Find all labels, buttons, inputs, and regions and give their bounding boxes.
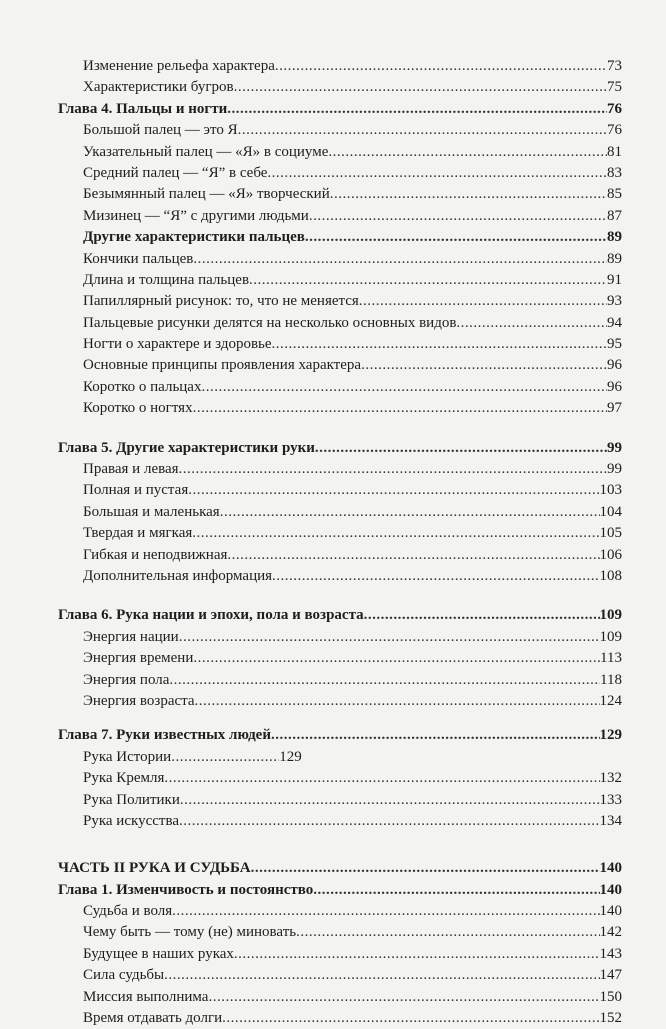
entry-title: Рука Политики: [83, 791, 180, 808]
entry-page: 129: [279, 748, 302, 765]
entry-page: 85: [607, 186, 622, 203]
dot-leader: [296, 922, 599, 943]
dot-leader: [361, 355, 607, 376]
entry-title: Пальцевые рисунки делятся на несколько основных видов: [83, 314, 457, 331]
entry-title: Правая и левая: [83, 461, 179, 478]
entry-page: 89: [607, 250, 622, 267]
entry-page: 87: [607, 207, 622, 224]
chapter-title: Глава 5. Другие характеристики руки: [58, 439, 315, 456]
toc-entry: [58, 523, 622, 544]
dot-leader: [271, 725, 600, 746]
toc-entry: [58, 811, 622, 832]
entry-page: 103: [599, 482, 622, 499]
dot-leader: [234, 944, 600, 965]
dot-leader: [328, 142, 607, 163]
entry-title: Средний палец — “Я” в себе: [83, 164, 268, 181]
entry-title: Рука искусства: [83, 812, 179, 829]
section-gap: [58, 420, 622, 438]
part-title: ЧАСТЬ II РУКА И СУДЬБА: [58, 860, 251, 877]
toc-entry: [58, 77, 622, 98]
entry-title: Энергия пола: [83, 671, 170, 688]
dot-leader: [313, 880, 599, 901]
chapter-page: 99: [607, 439, 622, 456]
toc-entry: [58, 206, 622, 227]
toc-entry: [58, 459, 622, 480]
dot-leader: [222, 1008, 599, 1029]
chapter-title: Глава 4. Пальцы и ногти: [58, 100, 228, 117]
dot-leader: [193, 249, 607, 270]
toc-entry: [58, 291, 622, 312]
toc-entry: [58, 377, 622, 398]
entry-page: 140: [599, 903, 622, 920]
entry-title: Коротко о пальцах: [83, 378, 202, 395]
section-gap: [58, 587, 622, 605]
chapter-page: 76: [607, 100, 622, 117]
toc-chapter: [58, 99, 622, 120]
dot-leader: [249, 270, 607, 291]
entry-page: 75: [607, 79, 622, 96]
entry-page: 118: [600, 671, 622, 688]
toc-part: [58, 858, 622, 879]
entry-page: 132: [599, 770, 622, 787]
entry-page: 108: [599, 567, 622, 584]
toc-entry: [58, 944, 622, 965]
entry-title: Рука Истории: [83, 748, 172, 765]
dot-leader: [267, 163, 607, 184]
chapter-title: Глава 6. Рука нации и эпохи, пола и возраста: [58, 607, 364, 624]
entry-page: 76: [607, 122, 622, 139]
entry-title: Основные принципы проявления характера: [83, 357, 362, 374]
dot-leader: [164, 965, 599, 986]
toc-entry: [58, 184, 622, 205]
chapter-title: Глава 1. Изменчивость и постоянство: [58, 881, 314, 898]
entry-page: 150: [599, 988, 622, 1005]
dot-leader: [179, 627, 600, 648]
dot-leader: [272, 566, 599, 587]
toc-entry: [58, 502, 622, 523]
chapter-page: 140: [599, 881, 622, 898]
entry-page: 81: [607, 143, 622, 160]
entry-page: 73: [607, 58, 622, 74]
toc-entry: [58, 987, 622, 1008]
dot-leader: [208, 987, 599, 1008]
entry-page: 94: [607, 314, 622, 331]
entry-title: Безымянный палец — «Я» творческий: [83, 186, 330, 203]
toc-entry: [58, 398, 622, 419]
toc-chapter: [58, 438, 622, 459]
toc-entry: [58, 566, 622, 587]
section-gap: [58, 712, 622, 725]
entry-title: Время отдавать долги: [83, 1010, 223, 1027]
entry-title: Рука Кремля: [83, 770, 165, 787]
dot-leader: [172, 901, 599, 922]
toc-entry: [58, 120, 622, 141]
entry-page: 106: [599, 546, 622, 563]
entry-page: 83: [607, 164, 622, 181]
entry-page: 133: [599, 791, 622, 808]
toc-entry: [58, 1008, 622, 1029]
entry-page: 124: [599, 692, 622, 709]
entry-page: 113: [600, 650, 622, 667]
toc-entry: [58, 313, 622, 334]
entry-title: Миссия выполнима: [83, 988, 209, 1005]
entry-title: Характеристики бугров: [83, 79, 234, 96]
entry-title: Твердая и мягкая: [83, 525, 193, 542]
dot-leader: [193, 398, 607, 419]
entry-title: Полная и пустая: [83, 482, 189, 499]
entry-page: 91: [607, 271, 622, 288]
dot-leader: [188, 480, 599, 501]
entry-page: 109: [599, 628, 622, 645]
table-of-contents: [58, 56, 622, 1029]
toc-entry: [58, 56, 622, 77]
entry-page: 143: [599, 945, 622, 962]
entry-title: Дополнительная информация: [83, 567, 273, 584]
entry-title: Сила судьбы: [83, 967, 165, 984]
entry-page: 147: [599, 967, 622, 984]
dot-leader: [227, 545, 599, 566]
section-title: Другие характеристики пальцев: [83, 229, 305, 246]
toc-entry: [58, 142, 622, 163]
section-page: 89: [607, 229, 622, 246]
entry-title: Коротко о ногтях: [83, 400, 193, 417]
entry-title: Энергия времени: [83, 650, 194, 667]
dot-leader: [272, 334, 607, 355]
chapter-page: 109: [599, 607, 622, 624]
toc-section: [58, 227, 622, 248]
toc-entry: [58, 670, 622, 691]
toc-entry: [58, 648, 622, 669]
entry-page: 99: [607, 461, 622, 478]
toc-entry: [58, 790, 622, 811]
entry-page: 152: [599, 1010, 622, 1027]
dot-leader: [180, 790, 600, 811]
toc-entry: [58, 901, 622, 922]
entry-title: Большой палец — это Я: [83, 122, 238, 139]
entry-title: Энергия нации: [83, 628, 179, 645]
chapter-page: 129: [599, 727, 622, 744]
section-gap: [58, 832, 622, 858]
dot-leader: [201, 377, 607, 398]
dot-leader: [275, 56, 607, 77]
entry-title: Мизинец — “Я” с другими людьми: [83, 207, 309, 224]
toc-chapter: [58, 725, 622, 746]
toc-entry: [58, 965, 622, 986]
toc-entry: [58, 545, 622, 566]
dot-leader: [251, 858, 600, 879]
entry-page: 134: [599, 812, 622, 829]
dot-leader: [179, 811, 600, 832]
dot-leader: [315, 438, 607, 459]
dot-leader: [364, 605, 600, 626]
entry-title: Гибкая и неподвижная: [83, 546, 228, 563]
dot-leader: [193, 648, 600, 669]
entry-page: 104: [599, 503, 622, 520]
dot-leader: [456, 313, 607, 334]
toc-entry: [58, 922, 622, 943]
dot-leader: [330, 184, 607, 205]
entry-page: 93: [607, 293, 622, 310]
toc-entry: [58, 355, 622, 376]
entry-title: Энергия возраста: [83, 692, 195, 709]
entry-page: 142: [599, 924, 622, 941]
entry-title: Чему быть — тому (не) миновать: [83, 924, 297, 941]
dot-leader: [171, 747, 279, 768]
dot-leader: [179, 459, 607, 480]
entry-title: Будущее в наших руках: [83, 945, 234, 962]
dot-leader: [309, 206, 607, 227]
toc-entry: [58, 249, 622, 270]
entry-title: Указательный палец — «Я» в социуме: [83, 143, 329, 160]
dot-leader: [359, 291, 607, 312]
toc-chapter: [58, 880, 622, 901]
dot-leader: [305, 227, 607, 248]
dot-leader: [169, 670, 600, 691]
entry-title: Длина и толщина пальцев: [83, 271, 250, 288]
toc-entry: [58, 627, 622, 648]
entry-page: 96: [607, 378, 622, 395]
entry-page: 95: [607, 336, 622, 353]
entry-page: 97: [607, 400, 622, 417]
toc-chapter: [58, 605, 622, 626]
entry-page: 96: [607, 357, 622, 374]
dot-leader: [192, 523, 599, 544]
entry-title: Судьба и воля: [83, 903, 173, 920]
dot-leader: [164, 768, 599, 789]
chapter-title: Глава 7. Руки известных людей: [58, 727, 271, 744]
toc-entry: [58, 270, 622, 291]
dot-leader: [195, 691, 600, 712]
part-page: 140: [599, 860, 622, 877]
entry-title: Папиллярный рисунок: то, что не меняется: [83, 293, 359, 310]
entry-title: Кончики пальцев: [83, 250, 194, 267]
toc-entry: [58, 691, 622, 712]
toc-entry: [58, 480, 622, 501]
entry-title: Изменение рельефа характера: [83, 58, 275, 74]
entry-page: 105: [599, 525, 622, 542]
entry-title: Ногти о характере и здоровье: [83, 336, 272, 353]
dot-leader: [220, 502, 600, 523]
entry-title: Большая и маленькая: [83, 503, 220, 520]
toc-entry: [58, 768, 622, 789]
dot-leader: [238, 120, 607, 141]
toc-entry: [58, 334, 622, 355]
dot-leader: [234, 77, 607, 98]
toc-entry: [58, 747, 622, 768]
dot-leader: [227, 99, 607, 120]
toc-entry: [58, 163, 622, 184]
